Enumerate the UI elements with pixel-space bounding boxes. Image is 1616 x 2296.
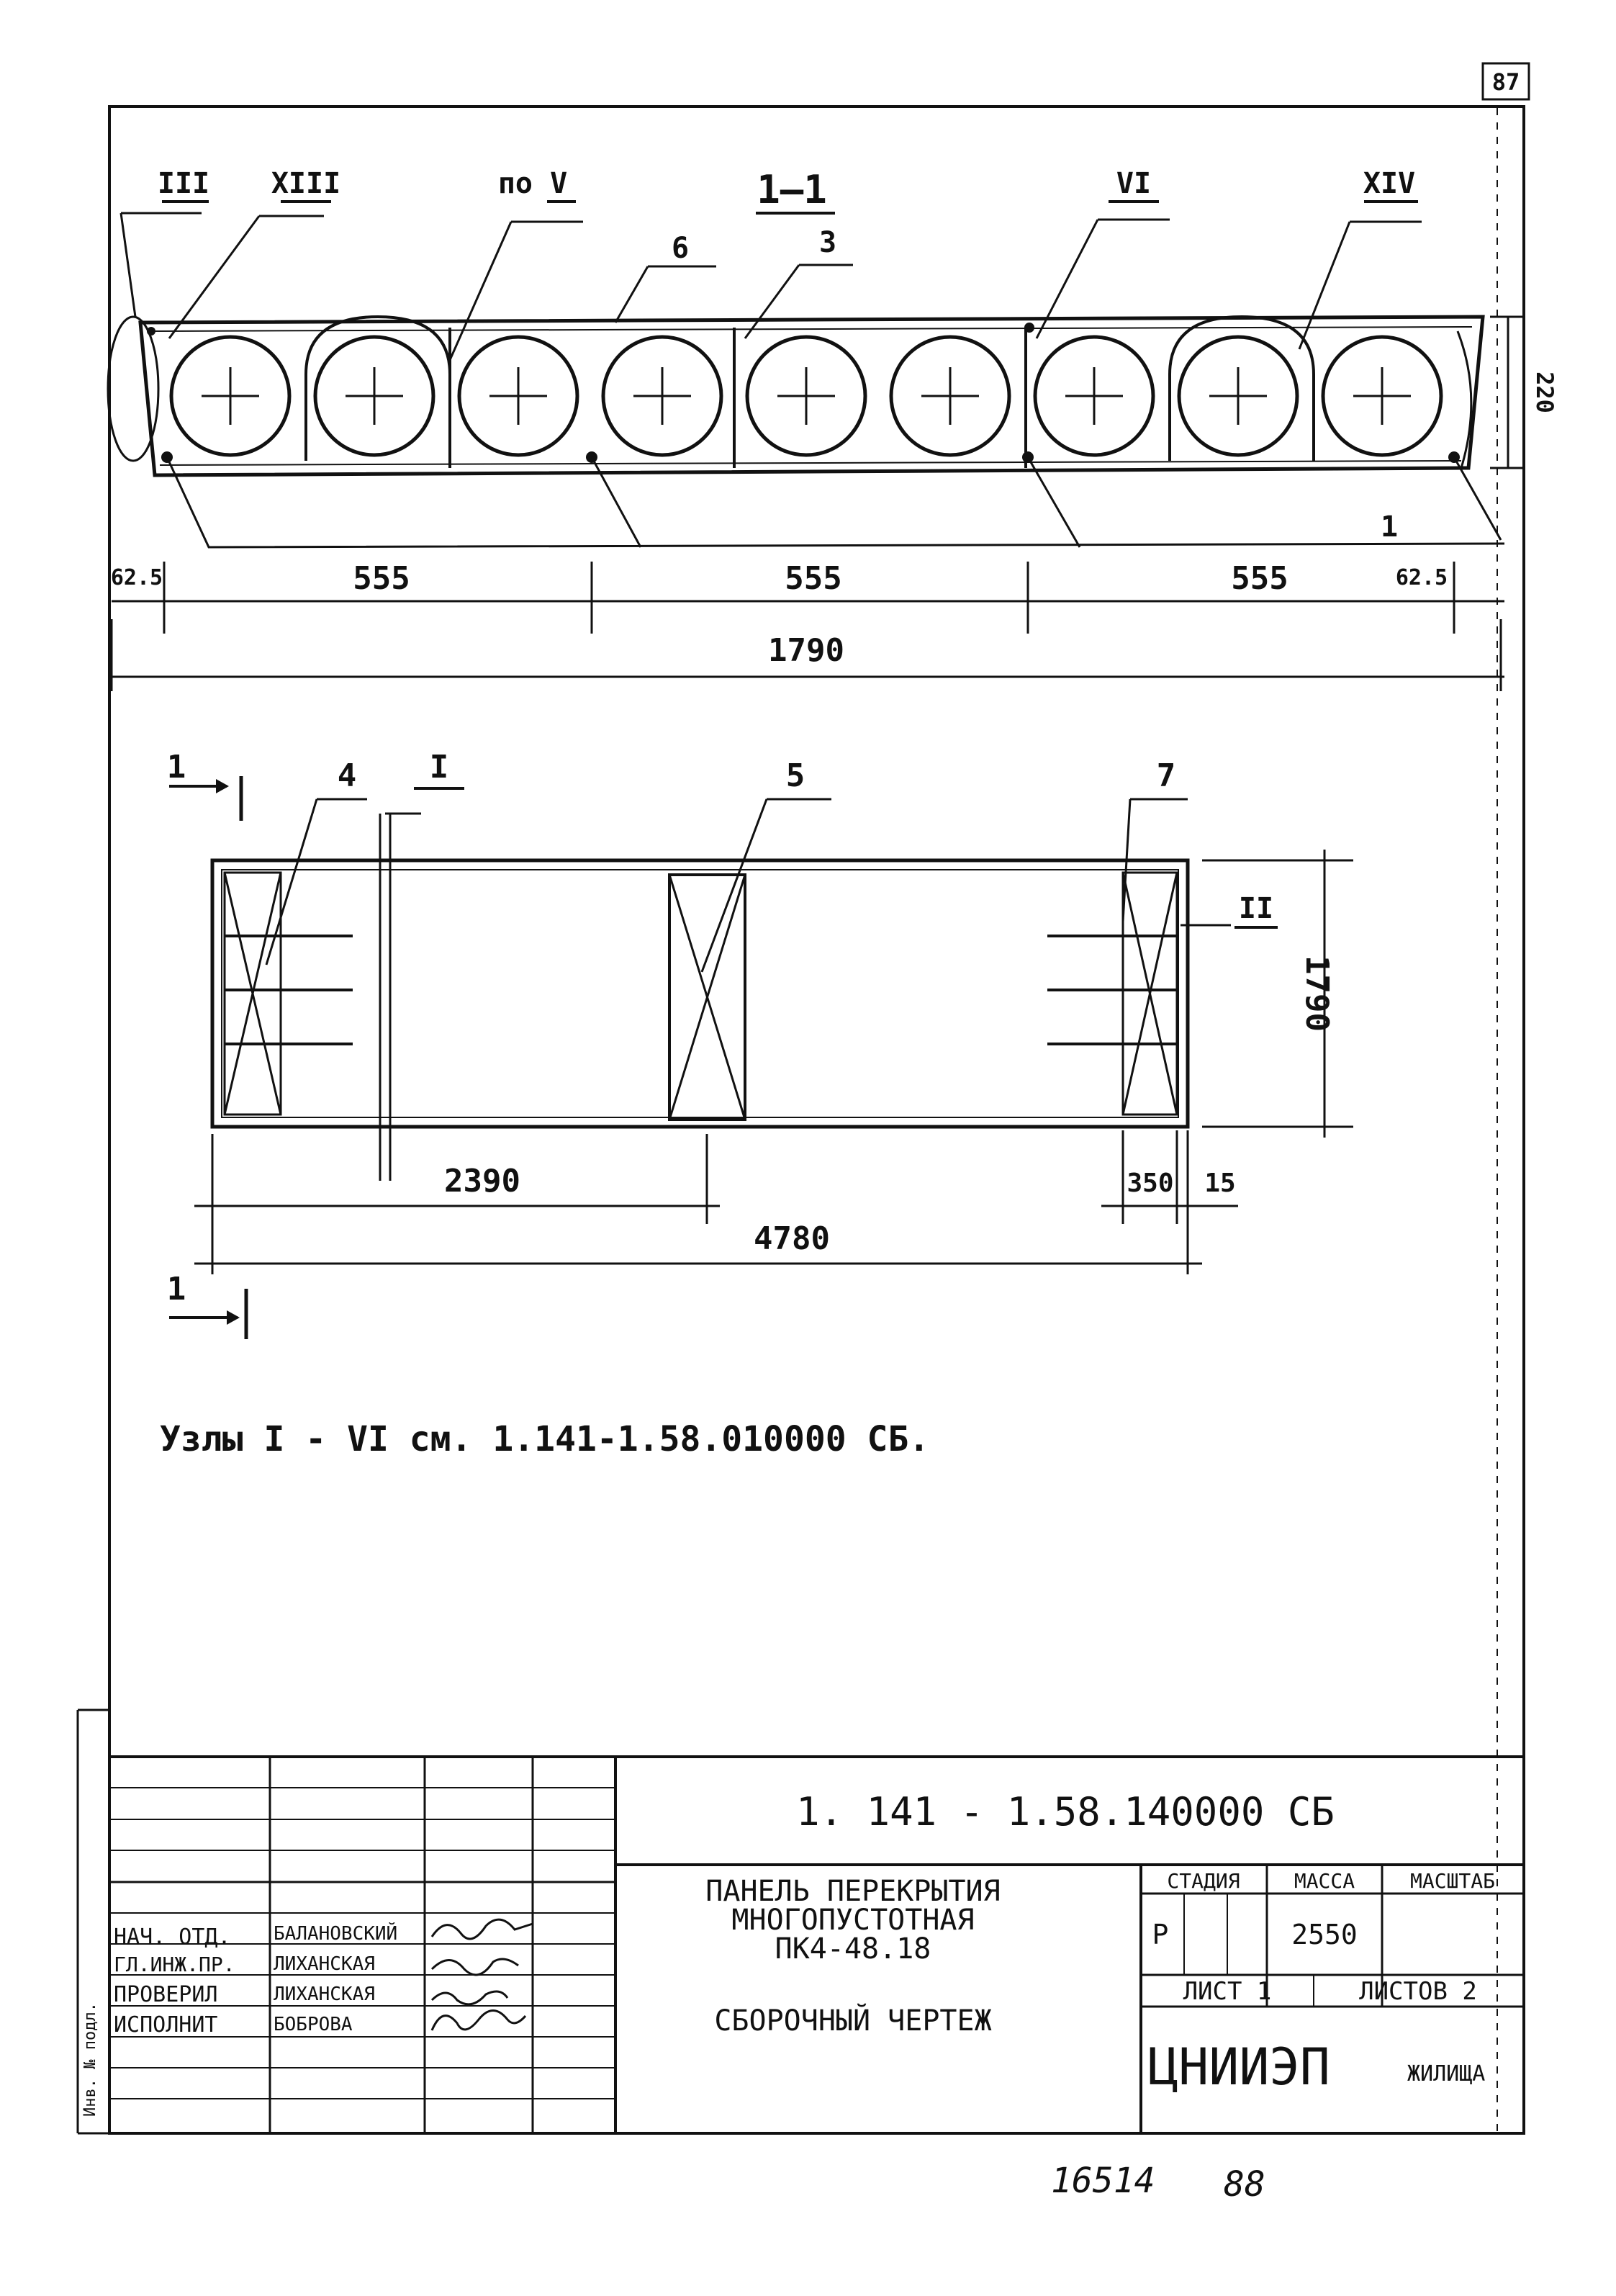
section-1-1	[108, 167, 1558, 691]
name-head-dept: БАЛАНОВСКИЙ	[274, 1923, 398, 1945]
col-scale: МАСШТАБ	[1409, 1869, 1496, 1893]
node-label-III: III	[157, 167, 210, 200]
dim-width-1790: 1790	[1299, 955, 1335, 1032]
role-executor: ИСПОЛНИТ	[114, 2012, 218, 2038]
role-checked: ПРОВЕРИЛ	[114, 1982, 218, 2007]
name-chief-engineer: ЛИХАНСКАЯ	[274, 1953, 375, 1975]
handwritten-page: 88	[1224, 2164, 1265, 2205]
node-label-V: по V	[497, 167, 568, 200]
marker-3: 3	[818, 226, 837, 259]
node-label-I: I	[429, 749, 449, 785]
node-label-XIV: XIV	[1363, 167, 1416, 200]
side-inventory-label: Инв. № подл.	[81, 2002, 99, 2117]
marker-5: 5	[785, 757, 805, 794]
role-head-dept: НАЧ. ОТД.	[114, 1924, 231, 1950]
dim-4780: 4780	[754, 1220, 830, 1257]
dim-2390: 2390	[444, 1163, 520, 1199]
signature-head-dept	[432, 1919, 533, 1939]
dim-62.5-right: 62.5	[1395, 565, 1448, 590]
note-nodes-reference: Узлы I - VI см. 1.141-1.58.010000 СБ.	[160, 1419, 930, 1459]
stage-value: Р	[1152, 1919, 1169, 1950]
document-type: СБОРОЧНЫЙ ЧЕРТЕЖ	[714, 2004, 992, 2038]
voids	[171, 337, 1441, 455]
dim-555-b: 555	[785, 560, 842, 597]
dim-555-c: 555	[1231, 560, 1288, 597]
name-executor: БОБРОВА	[274, 2014, 353, 2035]
name-checked: ЛИХАНСКАЯ	[274, 1984, 375, 2005]
document-code: 1. 141 - 1.58.140000 СБ	[796, 1789, 1335, 1834]
org-name-big: ЦНИИЭП	[1148, 2038, 1330, 2097]
mass-value: 2550	[1291, 1919, 1358, 1950]
node-label-II: II	[1238, 892, 1274, 925]
sheet-number: ЛИСТ 1	[1183, 1977, 1272, 2006]
col-stage: СТАДИЯ	[1167, 1869, 1240, 1893]
node-label-VI: VI	[1116, 167, 1152, 200]
cut-label-top: 1	[166, 749, 186, 785]
col-mass: МАССА	[1294, 1869, 1355, 1893]
panel-name-line1: ПАНЕЛЬ ПЕРЕКРЫТИЯ	[705, 1875, 1001, 1908]
plan-view	[167, 749, 1353, 1339]
title-block	[78, 1710, 1524, 2133]
signature-chief-engineer	[432, 1959, 518, 1975]
dim-350: 350	[1127, 1169, 1174, 1198]
handwritten-footer	[1051, 2161, 1265, 2205]
node-label-XIII: XIII	[271, 167, 341, 200]
sheet-corner-number: 87	[1491, 68, 1520, 96]
dim-total-1790: 1790	[768, 632, 844, 669]
cut-label-bottom: 1	[166, 1271, 186, 1307]
handwritten-number: 16514	[1051, 2161, 1155, 2201]
section-title: 1—1	[757, 167, 827, 212]
panel-name-line2: МНОГОПУСТОТНАЯ	[731, 1904, 975, 1937]
height-dim-220: 220	[1531, 372, 1558, 413]
marker-4: 4	[337, 757, 357, 794]
role-chief-engineer: ГЛ.ИНЖ.ПР.	[114, 1953, 235, 1976]
marker-1: 1	[1380, 510, 1399, 544]
panel-name-line3: ПК4-48.18	[775, 1932, 931, 1966]
marker-6: 6	[671, 232, 690, 265]
signature-checked	[432, 1991, 507, 2004]
marker-7: 7	[1156, 757, 1176, 794]
signature-executor	[432, 2011, 525, 2031]
dim-62.5-left: 62.5	[110, 565, 163, 590]
sheet-count: ЛИСТОВ 2	[1359, 1977, 1477, 2006]
dim-555-a: 555	[353, 560, 410, 597]
org-name-small: ЖИЛИЩА	[1407, 2061, 1486, 2086]
dim-15: 15	[1204, 1169, 1236, 1198]
